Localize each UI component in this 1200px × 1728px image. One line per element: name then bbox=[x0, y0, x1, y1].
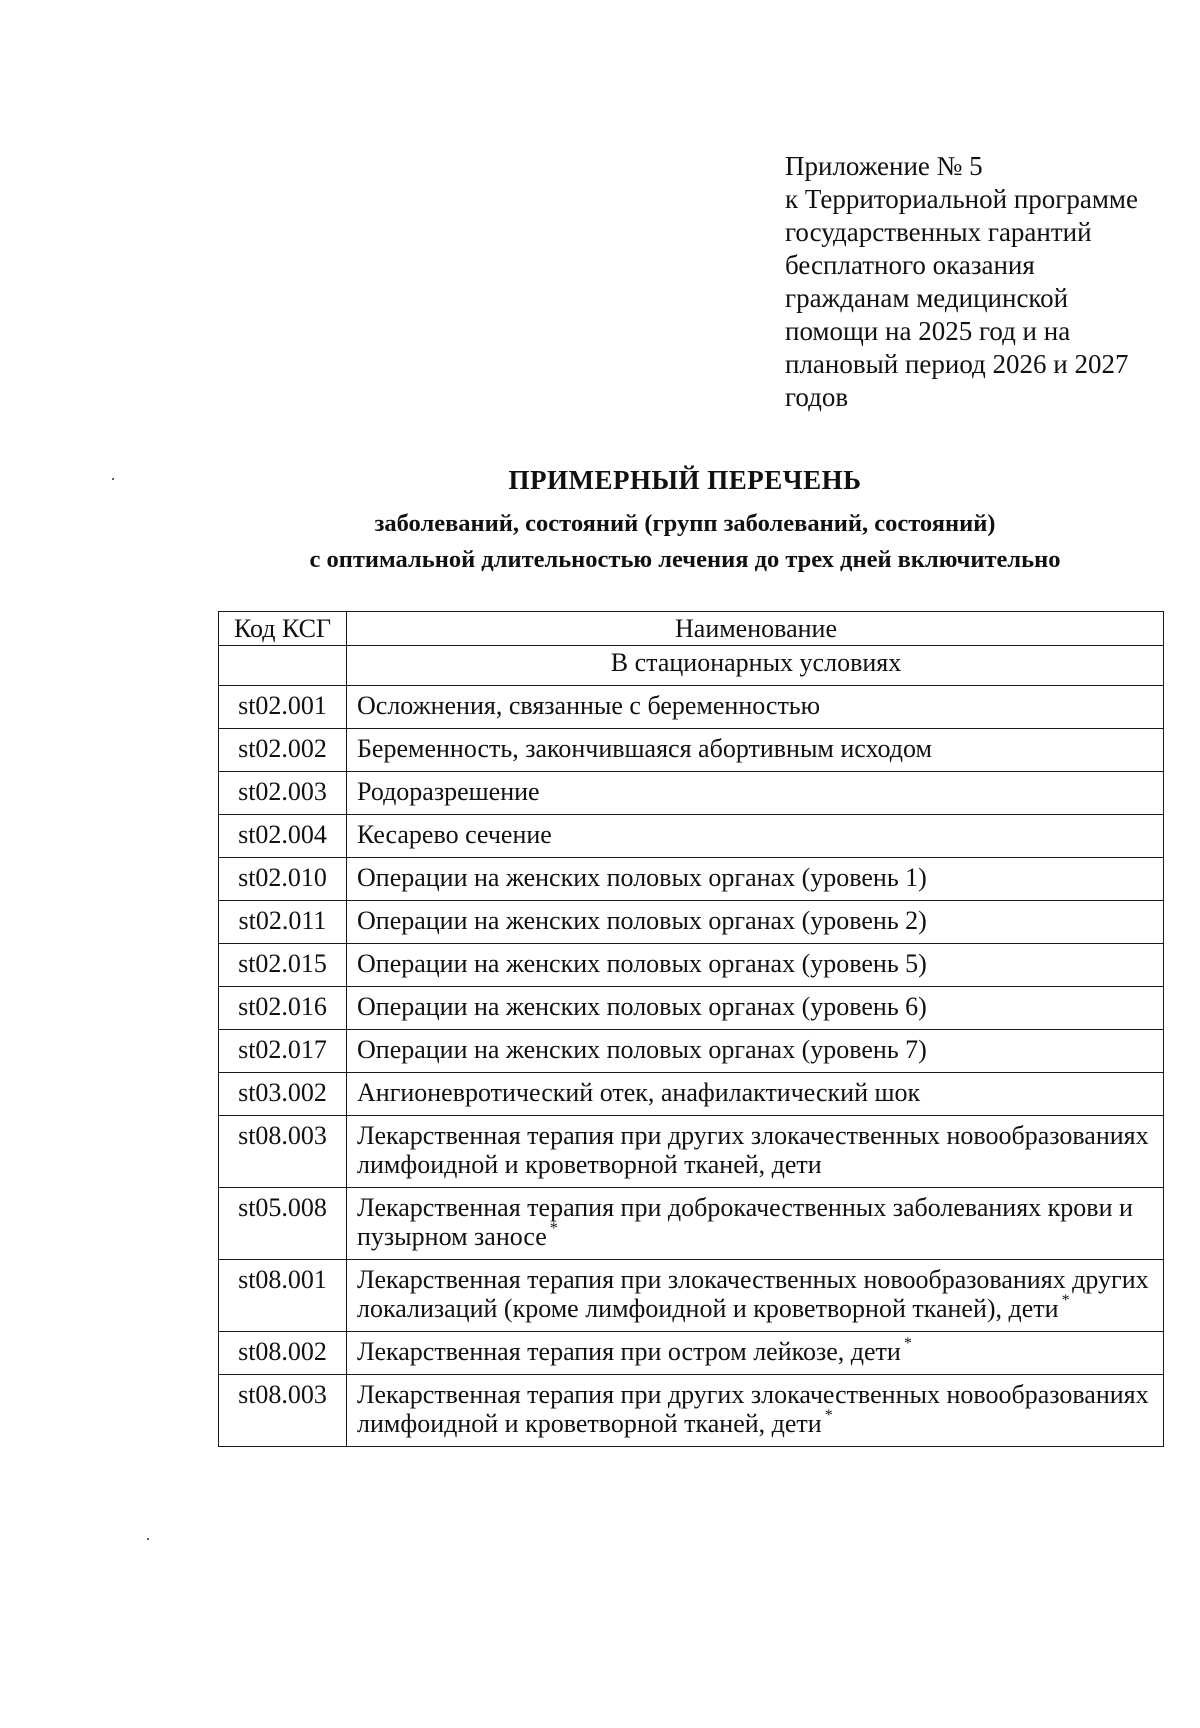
row-code: st02.003 bbox=[219, 772, 347, 815]
row-name bbox=[347, 1073, 1164, 1116]
row-name-text: Операции на женских половых органах (уровень 6) bbox=[357, 992, 927, 1021]
section-row bbox=[219, 646, 1164, 686]
table-row bbox=[219, 772, 1164, 815]
column-header-name: Наименование bbox=[347, 612, 1164, 646]
table-row bbox=[219, 1375, 1164, 1447]
table-row bbox=[219, 987, 1164, 1030]
row-name bbox=[347, 944, 1164, 987]
row-code: st02.010 bbox=[219, 858, 347, 901]
footnote-mark: * bbox=[824, 1407, 833, 1424]
row-name-text: Ангионевротический отек, анафилактический шок bbox=[357, 1078, 921, 1107]
row-name bbox=[347, 815, 1164, 858]
scan-speck bbox=[112, 478, 114, 480]
row-name bbox=[347, 772, 1164, 815]
table-row bbox=[219, 1030, 1164, 1073]
table-row bbox=[219, 1332, 1164, 1375]
document-subtitle-line-1: заболеваний, состояний (групп заболеваний, состояний) bbox=[374, 510, 996, 537]
annex-line: годов bbox=[785, 382, 849, 412]
annex-line: к Территориальной программе bbox=[785, 184, 1138, 214]
row-name bbox=[347, 1332, 1164, 1375]
row-code: st02.002 bbox=[219, 729, 347, 772]
row-name bbox=[347, 1116, 1164, 1188]
row-code: st08.002 bbox=[219, 1332, 347, 1375]
row-code: st03.002 bbox=[219, 1073, 347, 1116]
row-code: st02.011 bbox=[219, 901, 347, 944]
row-name bbox=[347, 729, 1164, 772]
section-label: В стационарных условиях bbox=[347, 646, 1164, 686]
row-name-text: Осложнения, связанные с беременностью bbox=[357, 691, 821, 720]
table-row bbox=[219, 815, 1164, 858]
table-row bbox=[219, 901, 1164, 944]
row-code: st08.003 bbox=[219, 1375, 347, 1447]
row-name-text: Лекарственная терапия при других злокачественных новообразованиях лимфоидной и кроветворной тканей, дети bbox=[357, 1380, 1149, 1438]
table-header-row bbox=[219, 612, 1164, 646]
row-code: st02.015 bbox=[219, 944, 347, 987]
row-name-text: Лекарственная терапия при остром лейкозе, дети bbox=[357, 1337, 901, 1366]
row-code: st08.003 bbox=[219, 1116, 347, 1188]
row-code: st05.008 bbox=[219, 1188, 347, 1260]
annex-reference bbox=[785, 150, 1185, 414]
row-name bbox=[347, 1260, 1164, 1332]
document-title: ПРИМЕРНЫЙ ПЕРЕЧЕНЬ bbox=[508, 465, 862, 495]
row-code: st02.001 bbox=[219, 686, 347, 729]
table-row bbox=[219, 1260, 1164, 1332]
row-name-text: Родоразрешение bbox=[357, 777, 540, 806]
annex-line: гражданам медицинской bbox=[785, 283, 1069, 313]
row-name bbox=[347, 858, 1164, 901]
row-code: st02.017 bbox=[219, 1030, 347, 1073]
row-name-text: Беременность, закончившаяся абортивным исходом bbox=[357, 734, 932, 763]
table-row bbox=[219, 729, 1164, 772]
footnote-mark: * bbox=[549, 1220, 558, 1237]
ksg-table bbox=[218, 611, 1164, 1447]
row-name bbox=[347, 901, 1164, 944]
row-code: st02.004 bbox=[219, 815, 347, 858]
row-name bbox=[347, 1188, 1164, 1260]
row-name-text: Операции на женских половых органах (уровень 2) bbox=[357, 906, 927, 935]
row-name-text: Операции на женских половых органах (уровень 5) bbox=[357, 949, 927, 978]
row-name-text: Лекарственная терапия при злокачественных новообразованиях других локализаций (кроме лимфоидной и кроветворной тканей), дети bbox=[357, 1265, 1149, 1323]
footnote-mark: * bbox=[1061, 1292, 1070, 1309]
table-row bbox=[219, 858, 1164, 901]
annex-line: плановый период 2026 и 2027 bbox=[785, 349, 1129, 379]
table-row bbox=[219, 686, 1164, 729]
row-name bbox=[347, 1375, 1164, 1447]
table-row bbox=[219, 1188, 1164, 1260]
row-name-text: Лекарственная терапия при других злокачественных новообразованиях лимфоидной и кроветворной тканей, дети bbox=[357, 1121, 1149, 1179]
row-name-text: Операции на женских половых органах (уровень 1) bbox=[357, 863, 927, 892]
document-subtitle-line-2: с оптимальной длительностью лечения до трех дней включительно bbox=[309, 546, 1061, 573]
table-row bbox=[219, 944, 1164, 987]
annex-line: Приложение № 5 bbox=[785, 151, 983, 181]
column-header-code: Код КСГ bbox=[219, 612, 347, 646]
annex-line: помощи на 2025 год и на bbox=[785, 316, 1071, 346]
scan-speck bbox=[147, 1538, 149, 1540]
annex-line: бесплатного оказания bbox=[785, 250, 1035, 280]
row-name-text: Операции на женских половых органах (уровень 7) bbox=[357, 1035, 927, 1064]
row-name-text: Кесарево сечение bbox=[357, 820, 552, 849]
row-name bbox=[347, 1030, 1164, 1073]
row-name-text: Лекарственная терапия при доброкачественных заболеваниях крови и пузырном заносе bbox=[357, 1193, 1133, 1251]
footnote-mark: * bbox=[903, 1335, 912, 1352]
section-code-cell bbox=[219, 646, 347, 686]
table-row bbox=[219, 1116, 1164, 1188]
row-name bbox=[347, 686, 1164, 729]
row-code: st08.001 bbox=[219, 1260, 347, 1332]
annex-line: государственных гарантий bbox=[785, 217, 1092, 247]
row-code: st02.016 bbox=[219, 987, 347, 1030]
row-name bbox=[347, 987, 1164, 1030]
table-row bbox=[219, 1073, 1164, 1116]
